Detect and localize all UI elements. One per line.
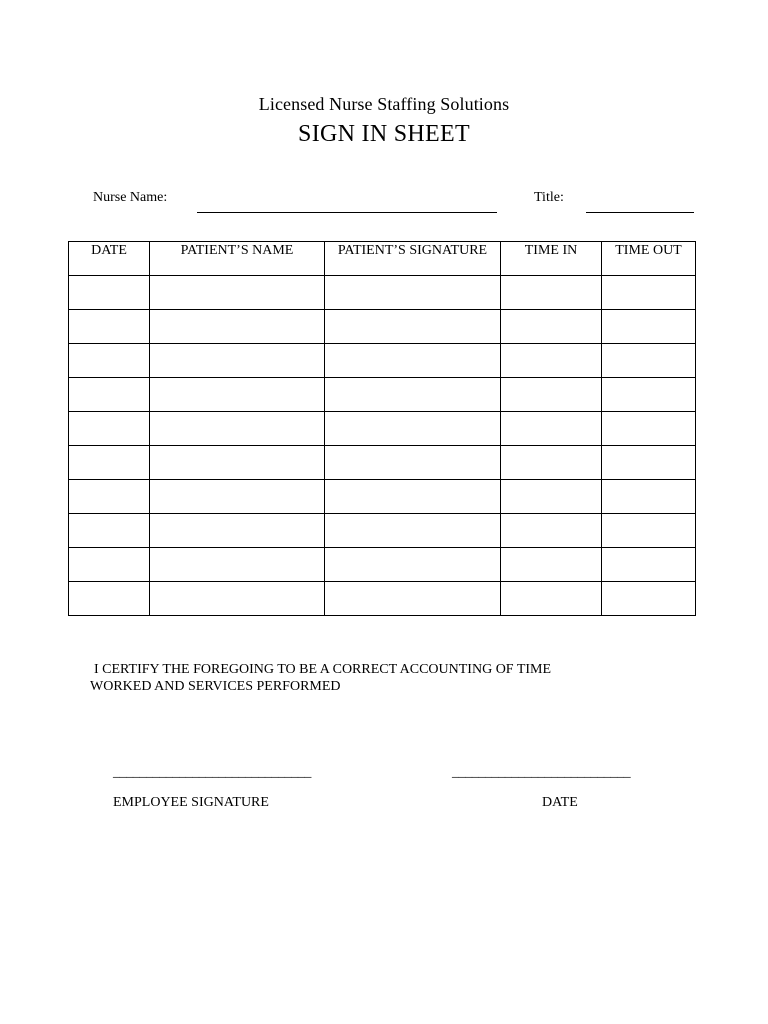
cell-time-out[interactable] — [602, 446, 696, 480]
cell-time-in[interactable] — [501, 412, 602, 446]
sheet-title: SIGN IN SHEET — [298, 121, 470, 147]
cell-patient-signature[interactable] — [325, 310, 501, 344]
cell-time-in[interactable] — [501, 310, 602, 344]
title-line — [586, 212, 694, 213]
header-time-in: TIME IN — [501, 242, 602, 276]
cell-patient-name[interactable] — [150, 514, 325, 548]
cell-date[interactable] — [69, 276, 150, 310]
table-row — [69, 412, 696, 446]
cell-date[interactable] — [69, 446, 150, 480]
table-row — [69, 276, 696, 310]
cell-patient-name[interactable] — [150, 378, 325, 412]
cell-date[interactable] — [69, 344, 150, 378]
nurse-name-label: Nurse Name: — [93, 190, 168, 205]
cell-time-out[interactable] — [602, 378, 696, 412]
cell-date[interactable] — [69, 582, 150, 616]
certification-line-1: I CERTIFY THE FOREGOING TO BE A CORRECT ACCOUNTING OF TIME — [94, 662, 552, 677]
cell-patient-signature[interactable] — [325, 548, 501, 582]
cell-time-out[interactable] — [602, 344, 696, 378]
header-patient-name: PATIENT’S NAME — [150, 242, 325, 276]
header-date: DATE — [69, 242, 150, 276]
cell-patient-signature[interactable] — [325, 514, 501, 548]
table-row — [69, 514, 696, 548]
cell-patient-signature[interactable] — [325, 446, 501, 480]
cell-time-in[interactable] — [501, 582, 602, 616]
cell-patient-name[interactable] — [150, 412, 325, 446]
table-row — [69, 446, 696, 480]
cell-date[interactable] — [69, 514, 150, 548]
table-header-row — [69, 242, 696, 276]
cell-patient-name[interactable] — [150, 310, 325, 344]
cell-time-out[interactable] — [602, 548, 696, 582]
cell-time-in[interactable] — [501, 446, 602, 480]
cell-time-in[interactable] — [501, 378, 602, 412]
certification-line-2: WORKED AND SERVICES PERFORMED — [90, 679, 341, 694]
cell-time-out[interactable] — [602, 582, 696, 616]
table-row — [69, 344, 696, 378]
cell-patient-signature[interactable] — [325, 582, 501, 616]
company-name: Licensed Nurse Staffing Solutions — [258, 94, 510, 114]
employee-signature-label: EMPLOYEE SIGNATURE — [113, 795, 269, 810]
table-row — [69, 378, 696, 412]
cell-time-in[interactable] — [501, 548, 602, 582]
cell-patient-signature[interactable] — [325, 344, 501, 378]
cell-time-in[interactable] — [501, 514, 602, 548]
header-time-out: TIME OUT — [602, 242, 696, 276]
cell-patient-signature[interactable] — [325, 378, 501, 412]
nurse-name-line — [197, 212, 497, 213]
cell-date[interactable] — [69, 548, 150, 582]
cell-patient-name[interactable] — [150, 480, 325, 514]
cell-patient-name[interactable] — [150, 276, 325, 310]
table-row — [69, 582, 696, 616]
table-row — [69, 548, 696, 582]
title-label: Title: — [534, 190, 564, 205]
cell-time-out[interactable] — [602, 412, 696, 446]
cell-patient-signature[interactable] — [325, 276, 501, 310]
sign-in-table — [68, 241, 696, 616]
cell-time-in[interactable] — [501, 480, 602, 514]
cell-time-out[interactable] — [602, 310, 696, 344]
cell-date[interactable] — [69, 378, 150, 412]
cell-time-out[interactable] — [602, 514, 696, 548]
cell-patient-name[interactable] — [150, 582, 325, 616]
cell-date[interactable] — [69, 310, 150, 344]
cell-patient-name[interactable] — [150, 548, 325, 582]
certification-statement — [90, 661, 551, 695]
cell-patient-name[interactable] — [150, 344, 325, 378]
cell-date[interactable] — [69, 412, 150, 446]
cell-time-out[interactable] — [602, 276, 696, 310]
table-body — [69, 276, 696, 616]
cell-patient-signature[interactable] — [325, 480, 501, 514]
table-row — [69, 310, 696, 344]
date-label: DATE — [542, 795, 578, 810]
employee-signature-line: ______________________________ — [113, 765, 312, 780]
cell-time-out[interactable] — [602, 480, 696, 514]
table-row — [69, 480, 696, 514]
cell-time-in[interactable] — [501, 276, 602, 310]
cell-patient-signature[interactable] — [325, 412, 501, 446]
date-signature-line: ___________________________ — [452, 765, 631, 780]
cell-patient-name[interactable] — [150, 446, 325, 480]
cell-date[interactable] — [69, 480, 150, 514]
cell-time-in[interactable] — [501, 344, 602, 378]
header-patient-signature: PATIENT’S SIGNATURE — [325, 242, 501, 276]
